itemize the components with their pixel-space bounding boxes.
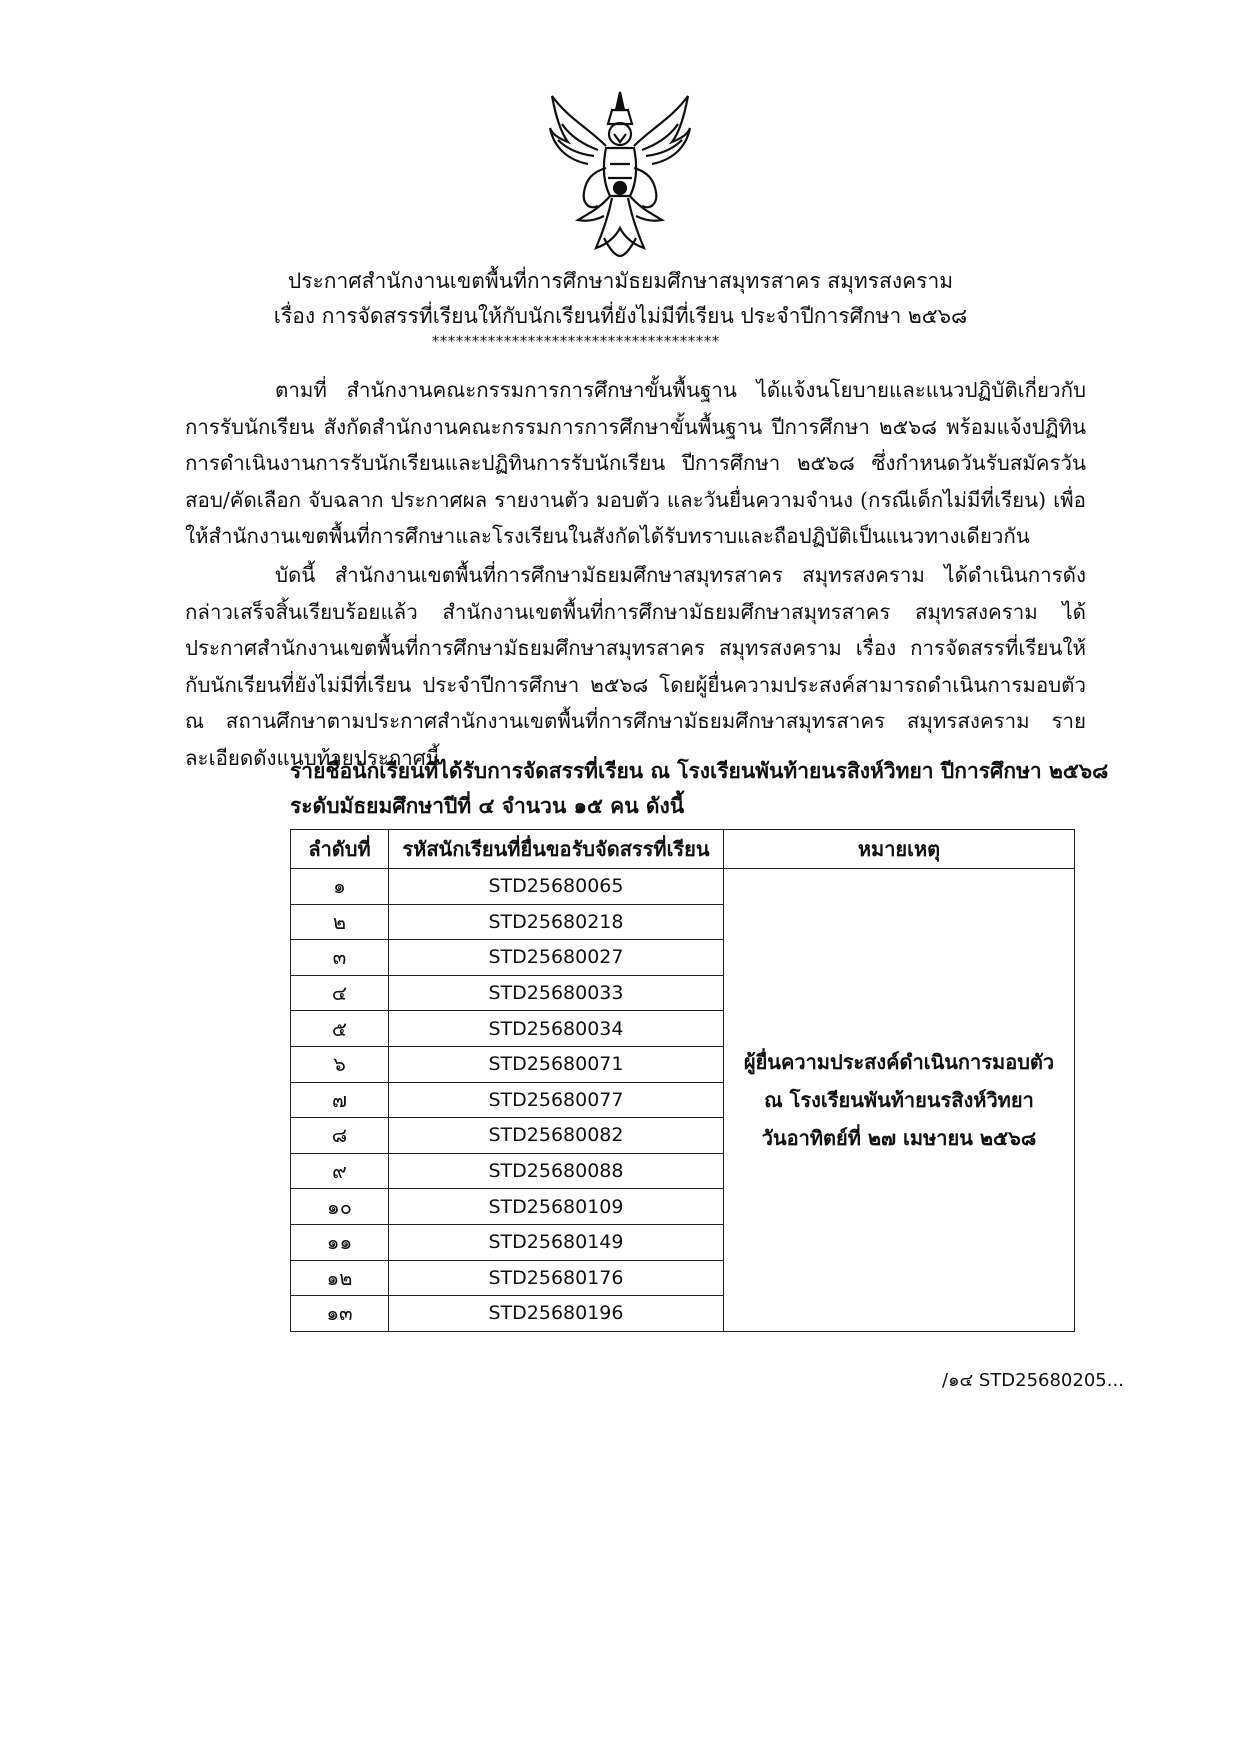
row-student-id: STD25680218	[389, 904, 724, 940]
continuation-marker: /๑๔ STD25680205...	[942, 1370, 1124, 1391]
row-student-id: STD25680033	[389, 975, 724, 1011]
row-student-id: STD25680149	[389, 1224, 724, 1260]
paragraph-2	[185, 557, 1086, 776]
row-order: ๑๓	[291, 1296, 389, 1332]
title-separator: ************************************	[432, 334, 720, 350]
header-remark: หมายเหตุ	[724, 830, 1075, 869]
paragraph-1	[185, 372, 1086, 555]
row-student-id: STD25680071	[389, 1046, 724, 1082]
remark-line-1: ผู้ยื่นความประสงค์ดำเนินการมอบตัว	[743, 1049, 1055, 1074]
row-order: ๖	[291, 1046, 389, 1082]
table-row	[291, 869, 1075, 905]
row-student-id: STD25680065	[389, 869, 724, 905]
list-title: รายชื่อนักเรียนที่ได้รับการจัดสรรที่เรียน ณ โรงเรียนพันท้ายนรสิงห์วิทยา ปีการศึกษา ๒๕๖๘	[290, 758, 1109, 783]
row-order: ๑๒	[291, 1260, 389, 1296]
row-student-id: STD25680027	[389, 940, 724, 976]
row-student-id: STD25680176	[389, 1260, 724, 1296]
allocation-table	[290, 829, 1075, 1332]
garuda-emblem	[548, 88, 693, 258]
row-student-id: STD25680034	[389, 1011, 724, 1047]
row-order: ๙	[291, 1153, 389, 1189]
header-order: ลำดับที่	[291, 830, 389, 869]
row-student-id: STD25680196	[389, 1296, 724, 1332]
remark-line-3: วันอาทิตย์ที่ ๒๗ เมษายน ๒๕๖๘	[761, 1125, 1037, 1150]
row-order: ๑๐	[291, 1189, 389, 1225]
row-order: ๒	[291, 904, 389, 940]
table-header-row	[291, 830, 1075, 869]
row-student-id: STD25680088	[389, 1153, 724, 1189]
row-order: ๑	[291, 869, 389, 905]
row-student-id: STD25680109	[389, 1189, 724, 1225]
announcement-title: ประกาศสำนักงานเขตพื้นที่การศึกษามัธยมศึกษาสมุทรสาคร สมุทรสงคราม	[287, 269, 954, 293]
list-subtitle: ระดับมัธยมศึกษาปีที่ ๔ จำนวน ๑๕ คน ดังนี้	[290, 793, 685, 818]
remark-cell	[724, 869, 1075, 1332]
row-student-id: STD25680077	[389, 1082, 724, 1118]
row-order: ๑๑	[291, 1224, 389, 1260]
row-order: ๔	[291, 975, 389, 1011]
header-student-id: รหัสนักเรียนที่ยื่นขอรับจัดสรรที่เรียน	[389, 830, 724, 869]
row-order: ๗	[291, 1082, 389, 1118]
paragraph-2-text: บัดนี้ สำนักงานเขตพื้นที่การศึกษามัธยมศึกษาสมุทรสาคร สมุทรสงคราม ได้ดำเนินการดังกล่าวเสร็จสิ้นเรียบร้อยแล้ว สำนักงานเขตพื้นที่การศึกษามัธยมศึกษาสมุทรสาคร สมุทรสงคราม ได้ประกาศสำนักงานเขตพื้นที่การศึกษามัธยมศึกษาสมุทรสาคร สมุทรสงคราม เรื่อง การจัดสรรที่เรียนให้กับนักเรียนที่ยังไม่มีที่เรียน ประจำปีการศึกษา ๒๕๖๘ โดยผู้ยื่นความประสงค์สามารถดำเนินการมอบตัว ณ สถานศึกษาตามประกาศสำนักงานเขตพื้นที่การศึกษามัธยมศึกษาสมุทรสาคร สมุทรสงคราม รายละเอียดดังแนบท้ายประกาศนี้	[185, 563, 1086, 770]
paragraph-1-text: ตามที่ สำนักงานคณะกรรมการการศึกษาขั้นพื้นฐาน ได้แจ้งนโยบายและแนวปฏิบัติเกี่ยวกับการรับนักเรียน สังกัดสำนักงานคณะกรรมการการศึกษาขั้นพื้นฐาน ปีการศึกษา ๒๕๖๘ พร้อมแจ้งปฏิทินการดำเนินงานการรับนักเรียนและปฏิทินการรับนักเรียน ปีการศึกษา ๒๕๖๘ ซึ่งกำหนดวันรับสมัครวันสอบ/คัดเลือก จับฉลาก ประกาศผล รายงานตัว มอบตัว และวันยื่นความจำนง (กรณีเด็กไม่มีที่เรียน) เพื่อให้สำนักงานเขตพื้นที่การศึกษาและโรงเรียนในสังกัดได้รับทราบและถือปฏิบัติเป็นแนวทางเดียวกัน	[185, 378, 1086, 548]
row-student-id: STD25680082	[389, 1118, 724, 1154]
announcement-subject: เรื่อง การจัดสรรที่เรียนให้กับนักเรียนที่ยังไม่มีที่เรียน ประจำปีการศึกษา ๒๕๖๘	[273, 304, 968, 328]
row-order: ๕	[291, 1011, 389, 1047]
row-order: ๓	[291, 940, 389, 976]
remark-line-2: ณ โรงเรียนพันท้ายนรสิงห์วิทยา	[764, 1087, 1034, 1112]
row-order: ๘	[291, 1118, 389, 1154]
